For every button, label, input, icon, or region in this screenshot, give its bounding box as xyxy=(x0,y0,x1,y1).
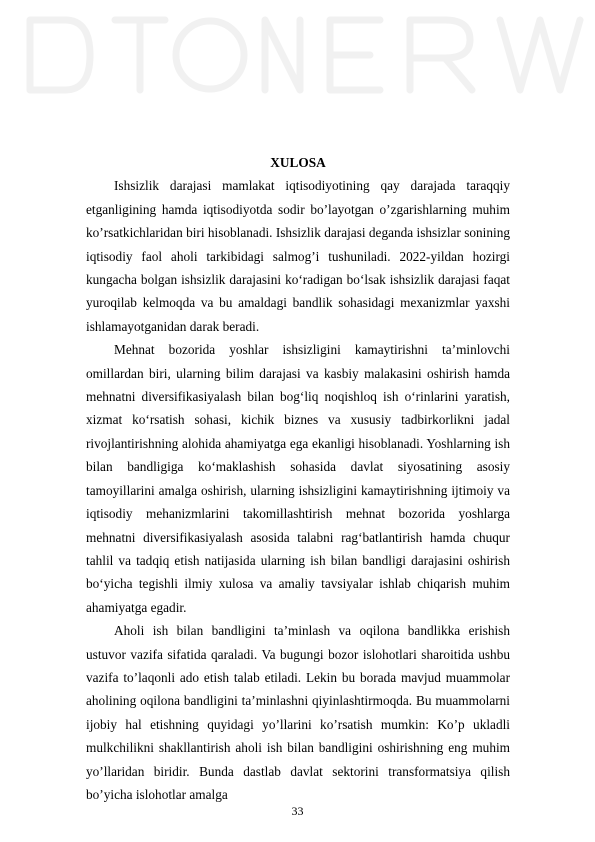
watermark-logo-row xyxy=(0,0,595,120)
page-number: 33 xyxy=(291,804,304,818)
paragraph-2: Mehnat bozorida yoshlar ishsizligini kamaytirishni ta’minlovchi omillardan biri, ularning bilim darajasi va kasbiy malakasini oshirish hamda mehnatni diversifikasiyalash bilan bog‘liq noqishloq ish o‘rinlarini yaratish, xizmat ko‘rsatish sohasi, kichik biznes va xususiy tadbirkorlikni jadal rivojlantirishning alohida ahamiyatga ega ekanligi hisoblanadi. Yoshlarning ish bilan bandligiga ko‘maklashish sohasida davlat siyosatining asosiy tamoyillarini amalga oshirish, ularning ishsizligini kamaytirishning ijtimoiy va iqtisodiy mehanizmlarini takomillashtirish mehnat bozorida yoshlarga mehnatni diversifikasiyalash asosida talabni rag‘batlantirish hamda chuqur tahlil va tadqiq etish natijasida ularning ish bilan bandligi darajasini oshirish bo‘yicha tegishli ilmiy xulosa va amaliy tavsiyalar ishlab chiqarish muhim ahamiyatga egadir. xyxy=(86,342,510,615)
paragraph-1: Ishsizlik darajasi mamlakat iqtisodiyotining qay darajada taraqqiy etganligining hamda iqtisodiyotda sodir bo’layotgan o’zgarishlarning muhim ko’rsatkichlaridan biri hisoblanadi. Ishsizlik darajasi deganda ishsizlar sonining iqtisodiy faol aholi tarkibidagi salmog’i tushuniladi. 2022-yildan hozirgi kungacha bolgan ishsizlik darajasini ko‘radigan bo‘lsak ishsizlik darajasi faqat yuroqilab kelmoqda va bu amaldagi bandlik sohasidagi mexanizmlar yaxshi ishlamayotganidan darak beradi. xyxy=(86,178,510,334)
paragraph-3: Aholi ish bilan bandligini ta’minlash va oqilona bandlikka erishish ustuvor vazifa sifatida qaraladi. Va bugungi bozor islohotlari sharoitida ushbu vazifa to’laqonli ado etish talab etiladi. Lekin bu borada mavjud muammolar aholining oqilona bandligini ta’minlashni qiyinlashtirmoqda. Bu muammolarni ijobiy hal etishning quyidagi yo’llarini ko’rsatish mumkin: Ko’p ukladli mulkchilikni shakllantirish aholi ish bilan bandligini oshirishning eng muhim yo’llaridan biridir. Bunda dastlab davlat sektorini transformatsiya qilish bo’yicha islohotlar amalga xyxy=(86,623,510,802)
document-body xyxy=(86,151,510,806)
page-title: XULOSA xyxy=(270,155,326,170)
